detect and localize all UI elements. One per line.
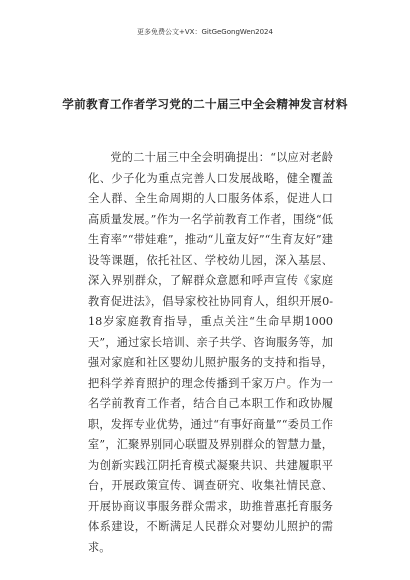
document-title: 学前教育工作者学习党的二十届三中全会精神发言材料 <box>62 97 348 111</box>
header-note: 更多免费公文+VX：GitGeGongWen2024 <box>137 28 273 36</box>
body-paragraph: 党的二十届三中全会明确提出：“以应对老龄化、少子化为重点完善人口发展战略，健全覆盖全人群、全生命周期的人口服务体系，促进人口高质量发展。”作为一名学前教育工作者，围绕“低生育率”“带娃难”，推动“儿童友好”“生育友好”建设等课题，依托社区、学校幼儿园，深入基层、深入界别群众，了解群众意愿和呼声宣传《家庭教育促进法》，倡导家校社协同育人，组织开展0-18岁家庭教育指导，重点关注“生命早期1000天”，通过家长培训、亲子共学、咨询服务等，加强对家庭和社区婴幼儿照护服务的支持和指导，把科学养育照护的理念传播到千家万户。作为一名学前教育工作者，结合自己本职工作和政协履职，发挥专业优势，通过“有事好商量”“委员工作室”，汇聚界别同心联盟及界别群众的智慧力量，为创新实践江阴托育模式凝聚共识、共建履职平台，开展政策宣传、调查研究、收集社情民意、开展协商议事服务群众需求，助推普惠托育服务体系建设，不断满足人民群众对婴幼儿照护的需求。 <box>88 151 333 554</box>
